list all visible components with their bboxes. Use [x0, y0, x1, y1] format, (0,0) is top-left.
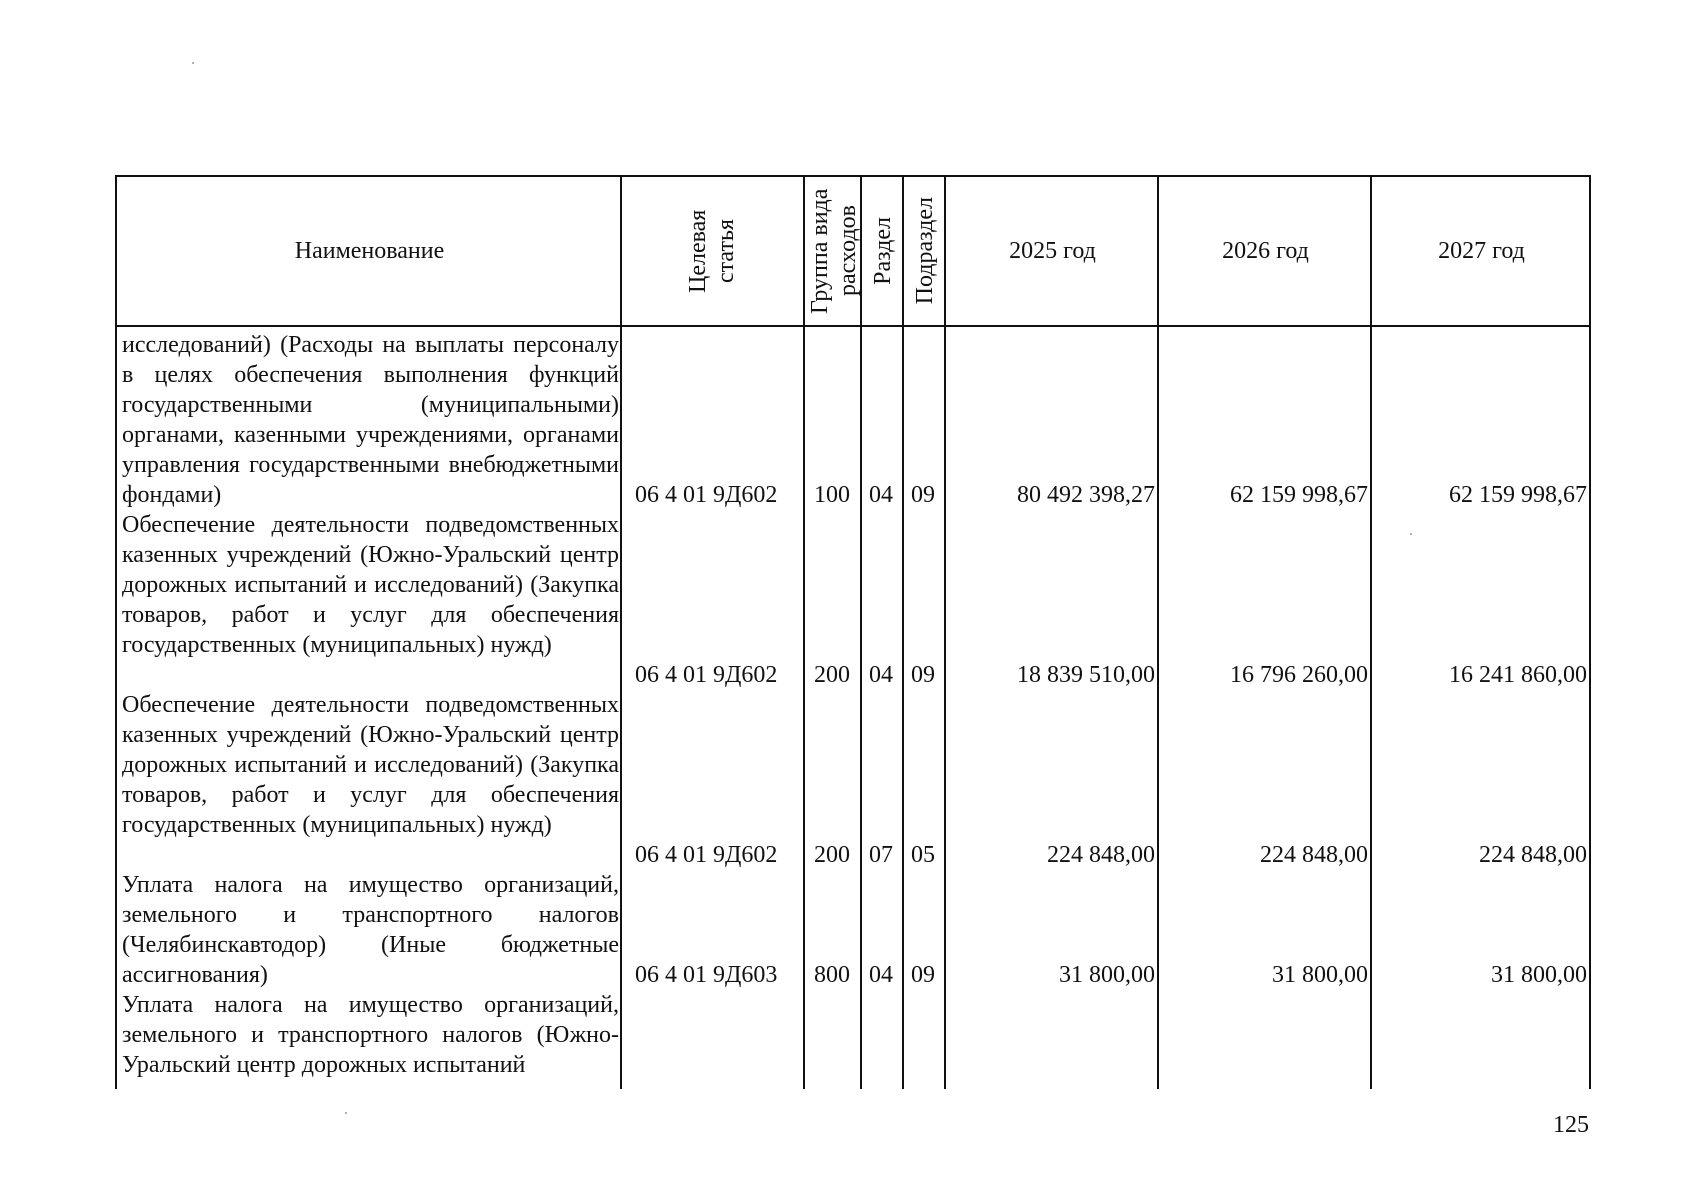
row-2027: 31 800,00 [1491, 962, 1587, 988]
header-target [622, 177, 805, 325]
row-2025: 31 800,00 [1059, 962, 1155, 988]
header-2027 [1372, 177, 1591, 325]
row-name: Обеспечение деятельности подведомственных казенных учреждений (Южно-Уральский центр дорожных испытаний и исследований) (Закупка товаров, работ и услуг для обеспечения государственных (муниципальных) нужд) [122, 692, 619, 838]
header-2027-text: 2027 год [1438, 237, 1525, 264]
page-number: 125 [1553, 1112, 1589, 1138]
header-section-text: Раздел [870, 217, 896, 285]
row-2025: 224 848,00 [1047, 842, 1155, 868]
row-section: 04 [869, 482, 893, 508]
header-name [117, 177, 622, 325]
row-2026: 31 800,00 [1272, 962, 1368, 988]
row-2025: 18 839 510,00 [1017, 662, 1155, 688]
row-target: 06 4 01 9Д602 [635, 662, 778, 688]
row-group: 200 [814, 842, 850, 868]
row-name: исследований) (Расходы на выплаты персоналу в целях обеспечения выполнения функций государственными (муниципальными) органами, казенными учреждениями, органами управления государственными внебюджетными фондами) [122, 332, 619, 508]
row-subsection: 09 [911, 482, 935, 508]
row-section: 04 [869, 962, 893, 988]
row-2027: 16 241 860,00 [1449, 662, 1587, 688]
header-group [805, 177, 862, 325]
row-2027: 62 159 998,67 [1449, 482, 1587, 508]
row-name: Уплата налога на имущество организаций, земельного и транспортного налогов (Южно-Уральский центр дорожных испытаний [122, 992, 619, 1078]
row-2027: 224 848,00 [1479, 842, 1587, 868]
row-2025: 80 492 398,27 [1017, 482, 1155, 508]
row-section: 04 [869, 662, 893, 688]
row-2026: 62 159 998,67 [1230, 482, 1368, 508]
row-subsection: 09 [911, 962, 935, 988]
header-group-text: Группа вида расходов [806, 188, 861, 314]
header-target-text: Целевая статья [684, 209, 739, 293]
row-target: 06 4 01 9Д602 [635, 842, 778, 868]
row-subsection: 09 [911, 662, 935, 688]
row-section: 07 [869, 842, 893, 868]
row-subsection: 05 [911, 842, 935, 868]
header-2026 [1159, 177, 1372, 325]
row-name: Обеспечение деятельности подведомственных казенных учреждений (Южно-Уральский центр дорожных испытаний и исследований) (Закупка товаров, работ и услуг для обеспечения государственных (муниципальных) нужд) [122, 512, 619, 658]
row-group: 200 [814, 662, 850, 688]
row-group: 800 [814, 962, 850, 988]
row-target: 06 4 01 9Д602 [635, 482, 778, 508]
header-subsection-text: Подраздел [912, 197, 938, 305]
budget-table [115, 175, 1591, 1089]
header-section [862, 177, 904, 325]
row-target: 06 4 01 9Д603 [635, 962, 778, 988]
header-2026-text: 2026 год [1222, 237, 1309, 264]
header-subsection [904, 177, 946, 325]
header-2025 [946, 177, 1159, 325]
header-name-text: Наименование [294, 237, 445, 264]
row-group: 100 [814, 482, 850, 508]
row-name: Уплата налога на имущество организаций, земельного и транспортного налогов (Челябинскавтодор) (Иные бюджетные ассигнования) [122, 872, 619, 988]
row-2026: 16 796 260,00 [1230, 662, 1368, 688]
header-2025-text: 2025 год [1009, 237, 1096, 264]
row-2026: 224 848,00 [1260, 842, 1368, 868]
